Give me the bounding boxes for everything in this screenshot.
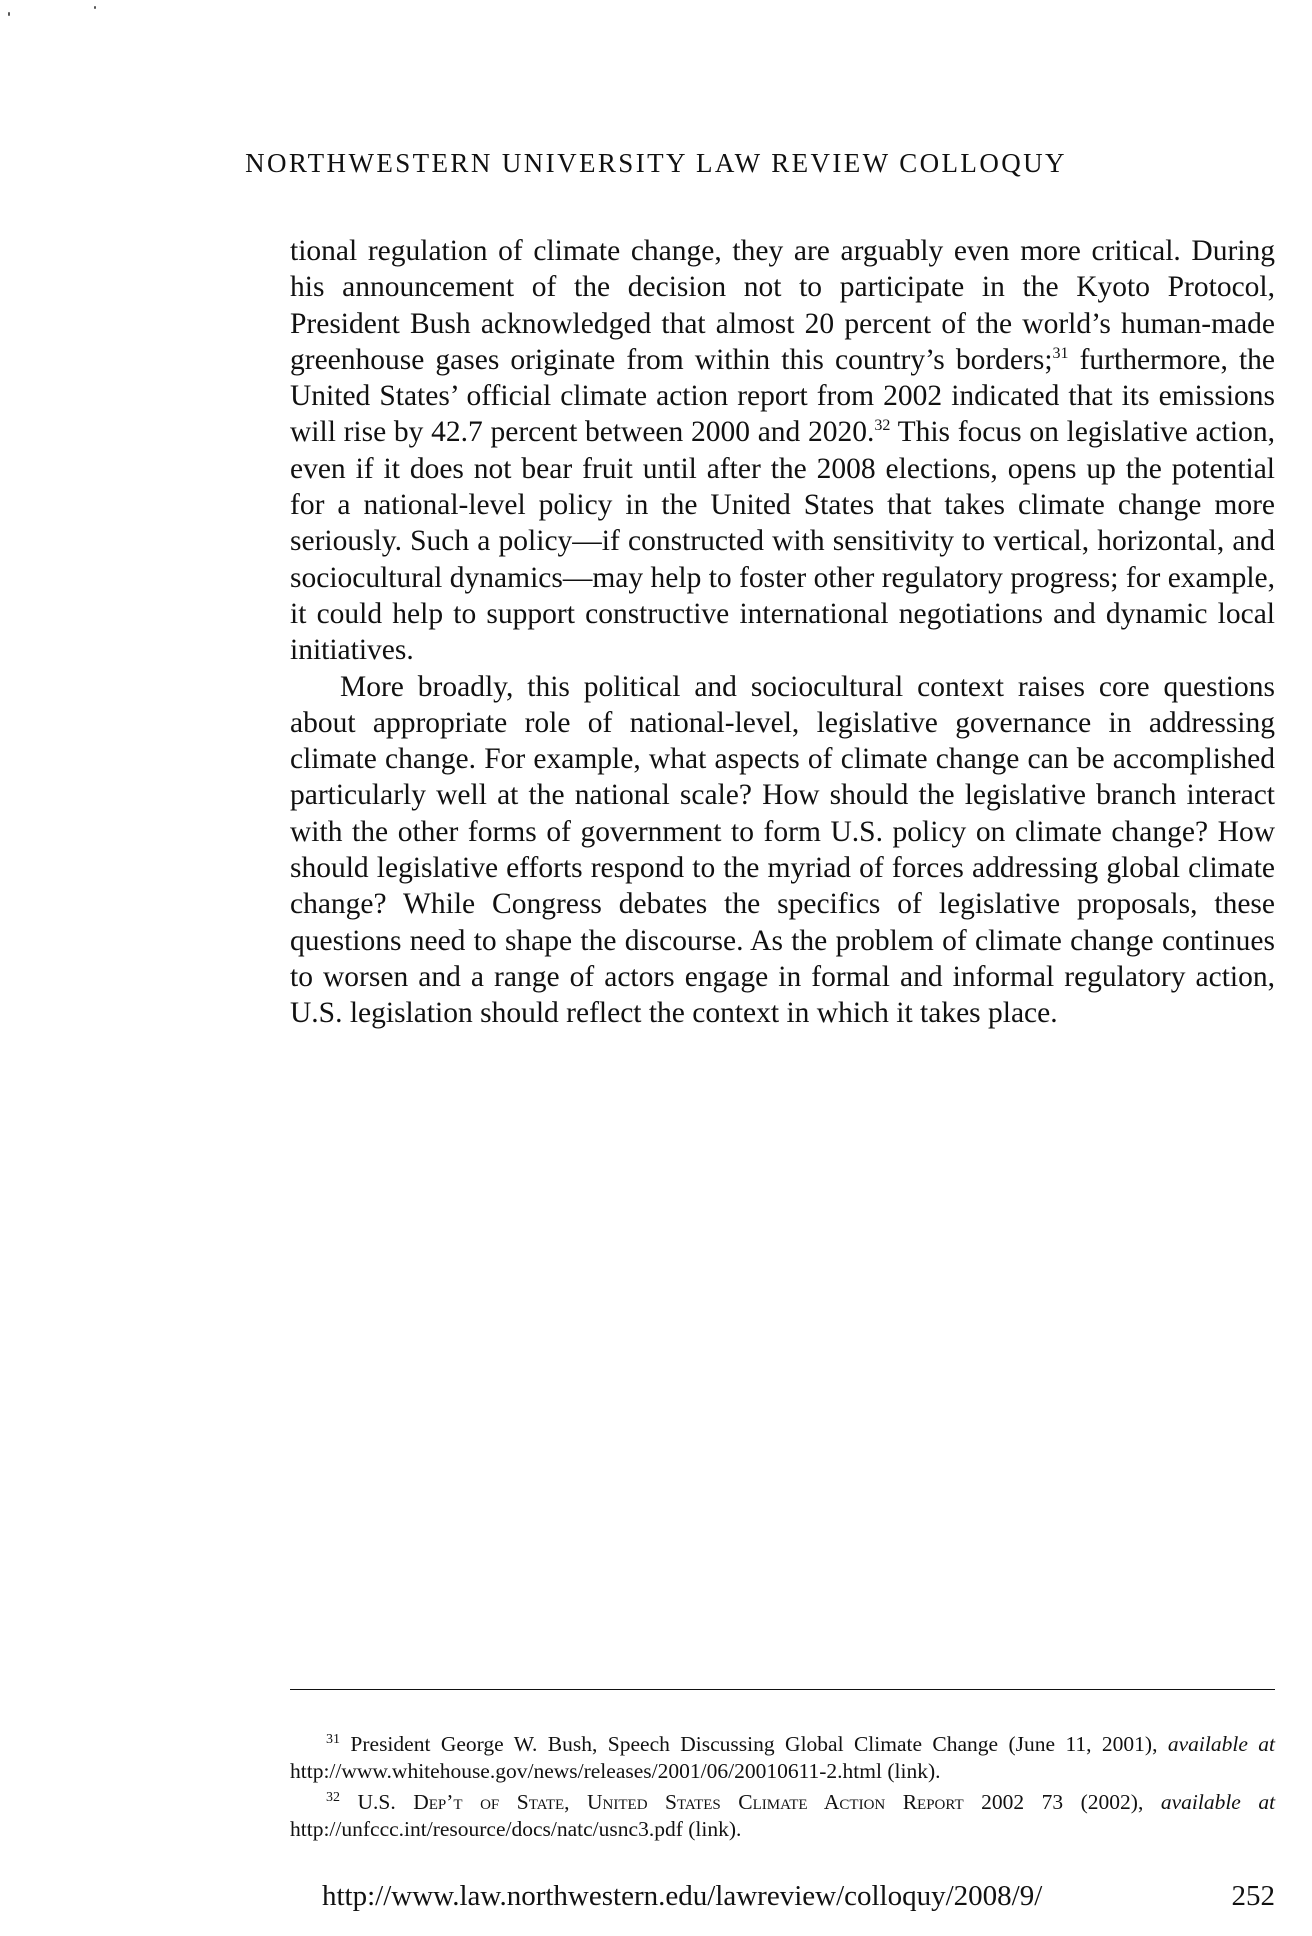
footnotes: [290, 1731, 1275, 1847]
footnote-link[interactable]: (link).: [887, 1759, 941, 1783]
footnote-signal: available at: [1167, 1732, 1276, 1756]
footnote-url[interactable]: http://unfccc.int/resource/docs/natc/usnc3.pdf: [290, 1817, 683, 1841]
body-text: [290, 233, 1275, 1032]
sentence: tional regulation of climate change, they are arguably even more critical. During his announcement of the decision not to participate in the Kyoto Protocol, President Bush acknowledged that almost 20 percent of the world’s human-made greenhouse gases originate from within this country’s borders;: [290, 235, 1275, 376]
footnote-ref[interactable]: 32: [874, 417, 891, 435]
footnote-text: 2002 73 (2002),: [981, 1790, 1144, 1814]
sentence: This focus on legislative action, even if it does not bear fruit until after the 2008 elections, opens up the potential for a national-level policy in the United States that takes climate change more seriously. Such a policy—if constructed with sensitivity to vertical, horizontal, and sociocultural dynamics—may help to foster other regulatory progress; for example, it could help to support constructive international negotiations and dynamic local initiatives.: [290, 416, 1275, 667]
sentence: furthermore, the United States’ official climate action report from 2002 indicated that its emissions will rise by 42.7 percent between 2000 and 2020.: [290, 343, 1275, 449]
footnote-signal: available at: [1160, 1790, 1276, 1814]
footnote-url[interactable]: http://www.whitehouse.gov/news/releases/2001/06/20010611-2.html: [290, 1759, 882, 1783]
footnote-number: 31: [326, 1731, 340, 1747]
footnote-text: President George W. Bush, Speech Discussing Global Climate Change (June 11, 2001),: [350, 1732, 1158, 1756]
scan-speck: [94, 6, 96, 9]
footnote-link[interactable]: (link).: [688, 1817, 742, 1841]
footnote-text: U.S.: [357, 1790, 396, 1814]
paragraph: More broadly, this political and sociocultural context raises core questions about appropriate role of national-level, legislative governance in addressing climate change. For example, what aspects of climate change can be accomplished particularly well at the national scale? How should the legislative branch interact with the other forms of government to form U.S. policy on climate change? How should legislative efforts respond to the myriad of forces addressing global climate change? While Congress debates the specifics of legislative proposals, these questions need to shape the discourse. As the problem of climate change continues to worsen and a range of actors engage in formal and informal regulatory action, U.S. legislation should reflect the context in which it takes place.: [290, 670, 1275, 1030]
footnote-number: 32: [326, 1789, 340, 1805]
footnote-ref[interactable]: 31: [1052, 345, 1069, 363]
footnote-divider: [290, 1689, 1275, 1690]
scan-speck: [8, 12, 10, 16]
footer-url[interactable]: http://www.law.northwestern.edu/lawreview/colloquy/2008/9/: [322, 1880, 1043, 1912]
paragraph: [290, 233, 1275, 669]
footnote: [290, 1789, 1275, 1843]
footnote: [290, 1731, 1275, 1785]
page-number: 252: [1231, 1880, 1275, 1912]
running-header: NORTHWESTERN UNIVERSITY LAW REVIEW COLLOQUY: [245, 148, 1067, 178]
footnote-source: Dep’t of State, United States Climate Action Report: [413, 1790, 964, 1814]
